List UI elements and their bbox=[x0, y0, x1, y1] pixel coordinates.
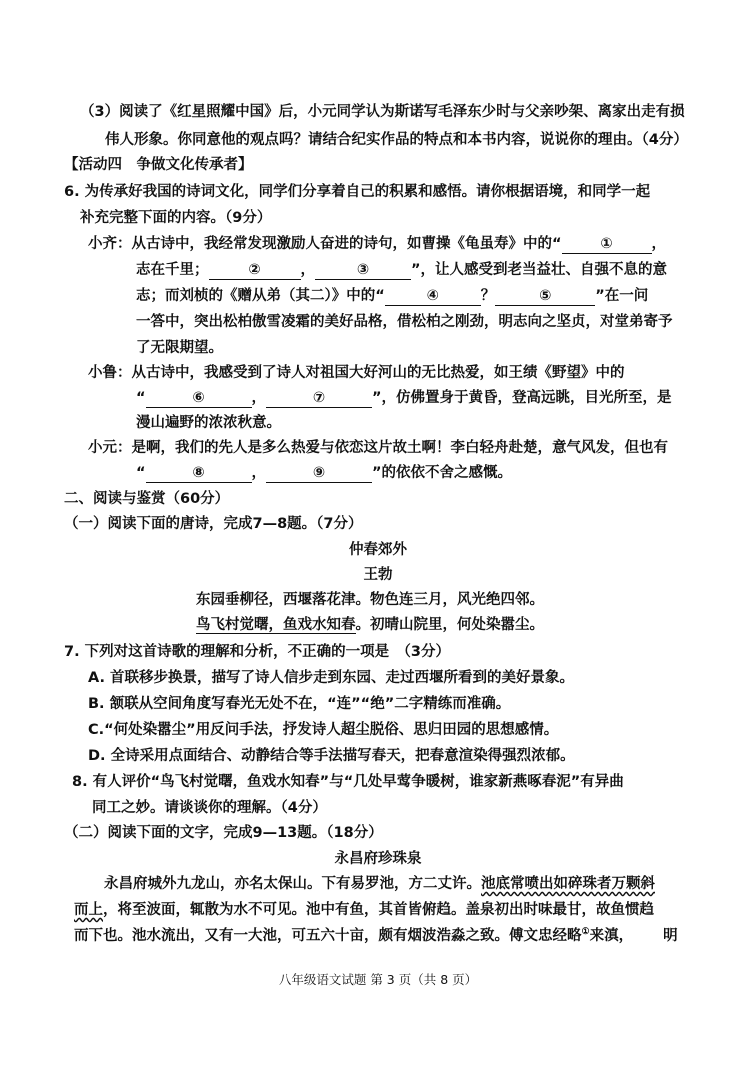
passage-line2: 而上，将至波面，辄散为水不可见。池中有鱼，其首皆俯趋。盖泉初出时味最甘，故鱼惯趋 bbox=[74, 901, 654, 918]
xiaoqi-line1: 小齐：从古诗中，我经常发现激励人奋进的诗句，如曹操《龟虽寿》中的“ ① ， bbox=[88, 236, 667, 252]
q7-stem: 7. 下列对这首诗歌的理解和分析，不正确的一项是 （3分） bbox=[64, 644, 450, 660]
q8-line1: 8. 有人评价“鸟飞村觉曙，鱼戏水知春”与“几处早莺争暖树，谁家新燕啄春泥”有异曲 bbox=[72, 774, 624, 790]
xiaoqi-line4: 一答中，突出松柏傲雪凌霜的美好品格，借松柏之刚劲，明志向之坚贞，对堂弟寄予 bbox=[136, 314, 673, 330]
xiaoyuan-line2: “ ⑧ ， ⑨ ”的依依不舍之感慨。 bbox=[136, 465, 513, 481]
blank-6[interactable]: ⑥ bbox=[146, 389, 252, 408]
xiaolu-line2: “ ⑥ ， ⑦ ”，仿佛置身于黄昏，登高远眺，目光所至，是 bbox=[136, 390, 672, 406]
passage-wavy-part2: 而上 bbox=[74, 901, 103, 918]
xiaoqi-line2: 志在千里； ② ， ③ ”，让人感受到老当益壮、自强不息的意 bbox=[136, 262, 668, 278]
q8-line2: 同工之妙。请谈谈你的理解。（4分） bbox=[92, 800, 327, 816]
section2-heading: 二、阅读与鉴赏（60分） bbox=[64, 491, 230, 507]
q7-option-c[interactable]: C.“何处染嚣尘”用反问手法，抒发诗人超尘脱俗、思归田园的思想感情。 bbox=[88, 722, 559, 738]
poem-title: 仲春郊外 bbox=[349, 542, 407, 558]
poem-underlined-couplet: 鸟飞村觉曙，鱼戏水知春 bbox=[196, 616, 356, 633]
xiaoyuan-line1: 小元：是啊，我们的先人是多么热爱与依恋这片故土啊！李白轻舟赴楚，意气风发，但也有 bbox=[88, 440, 668, 456]
xiaoqi-line5: 了无限期望。 bbox=[136, 340, 223, 356]
blank-7[interactable]: ⑦ bbox=[266, 389, 372, 408]
q6-stem-line2: 补充完整下面的内容。（9分） bbox=[80, 210, 272, 226]
xiaolu-line1: 小鲁：从古诗中，我感受到了诗人对祖国大好河山的无比热爱，如王绩《野望》中的 bbox=[88, 365, 625, 381]
passage-line3: 而下也。池水流出，又有一大池，可五六十亩，颇有烟波浩淼之致。傅文忠经略①来滇， 明 bbox=[74, 927, 678, 944]
passage-wavy-part1: 池底常喷出如碎珠者万颗斜 bbox=[481, 875, 655, 892]
blank-8[interactable]: ⑧ bbox=[146, 464, 252, 483]
blank-5[interactable]: ⑤ bbox=[495, 287, 595, 306]
blank-4[interactable]: ④ bbox=[385, 287, 481, 306]
q6-stem-line1: 6. 为传承好我国的诗词文化，同学们分享着自己的积累和感悟。请你根据语境，和同学一起 bbox=[64, 184, 651, 200]
footnote-marker: ① bbox=[581, 927, 590, 938]
q7-option-d[interactable]: D. 全诗采用点面结合、动静结合等手法描写春天，把春意渲染得强烈浓郁。 bbox=[88, 748, 575, 764]
part1-heading: （一）阅读下面的唐诗，完成7—8题。（7分） bbox=[64, 516, 363, 532]
passage-title: 永昌府珍珠泉 bbox=[334, 851, 422, 867]
blank-2[interactable]: ② bbox=[209, 261, 301, 280]
q5-3-line2: 伟人形象。你同意他的观点吗？请结合纪实作品的特点和本书内容，说说你的理由。（4分） bbox=[105, 132, 688, 148]
passage-line1: 永昌府城外九龙山，亦名太保山。下有易罗池，方二丈许。池底常喷出如碎珠者万颗斜 bbox=[104, 875, 655, 892]
page-footer: 八年级语文试题 第 3 页（共 8 页） bbox=[278, 972, 478, 987]
blank-3[interactable]: ③ bbox=[315, 261, 411, 280]
xiaolu-line3: 漫山遍野的浓浓秋意。 bbox=[136, 415, 281, 431]
poem-author: 王勃 bbox=[363, 567, 393, 583]
activity4-heading: 【活动四 争做文化传承者】 bbox=[64, 157, 253, 173]
blank-1[interactable]: ① bbox=[562, 235, 652, 254]
part2-heading: （二）阅读下面的文字，完成9—13题。（18分） bbox=[64, 825, 383, 841]
q7-option-b[interactable]: B. 颔联从空间角度写春光无处不在，“连”“绝”二字精练而准确。 bbox=[88, 696, 511, 712]
q5-3-line1: （3）阅读了《红星照耀中国》后，小元同学认为斯诺写毛泽东少时与父亲吵架、离家出走有损 bbox=[80, 104, 685, 120]
poem-line2: 鸟飞村觉曙，鱼戏水知春。初晴山院里，何处染嚣尘。 bbox=[196, 616, 544, 633]
blank-9[interactable]: ⑨ bbox=[266, 464, 372, 483]
poem-line1: 东园垂柳径，西堰落花津。物色连三月，风光绝四邻。 bbox=[196, 591, 544, 608]
xiaoqi-line3: 志；而刘桢的《赠从弟（其二）》中的“ ④ ？ ⑤ ”在一问 bbox=[136, 288, 649, 304]
q7-option-a[interactable]: A. 首联移步换景，描写了诗人信步走到东园、走过西堰所看到的美好景象。 bbox=[88, 670, 575, 686]
